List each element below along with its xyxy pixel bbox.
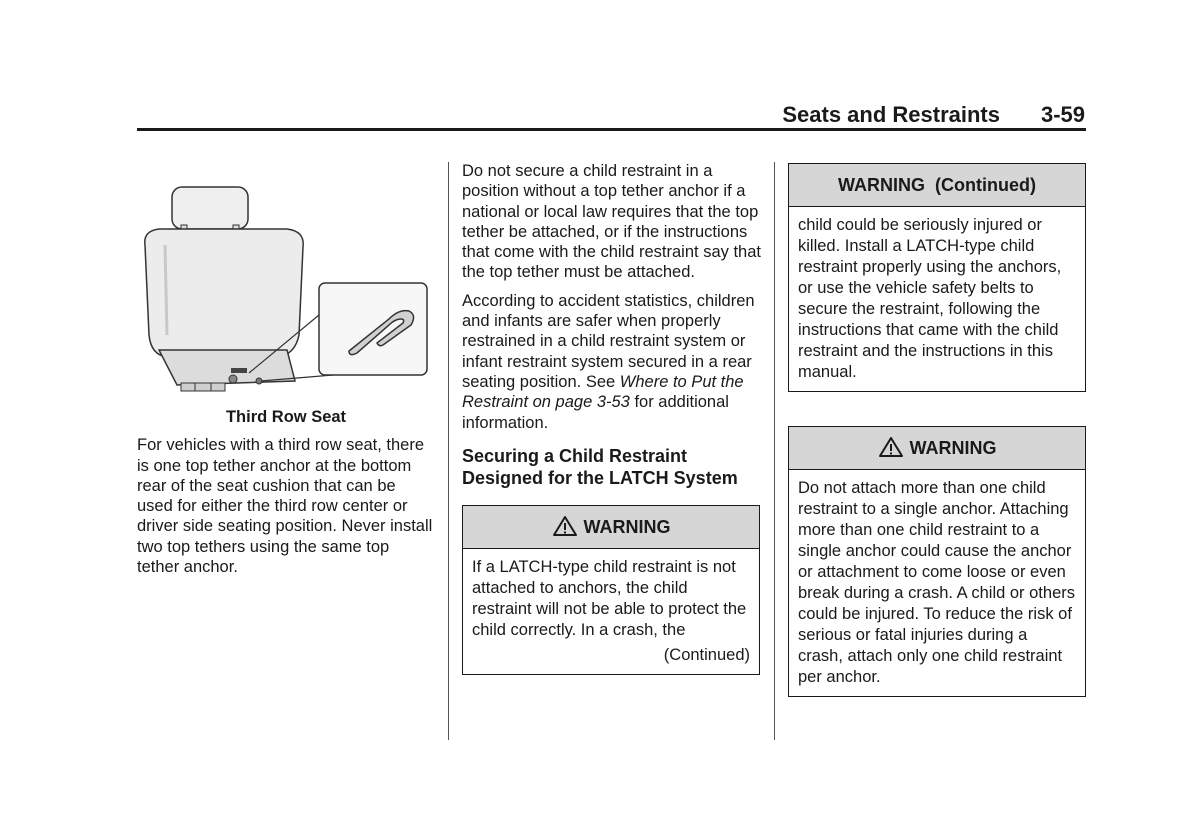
third-row-seat-illustration [137, 185, 437, 395]
continued-label: (Continued) [663, 645, 750, 664]
header-rule [137, 128, 1086, 131]
warning-body [463, 549, 759, 674]
warning-2-body: Do not attach more than one child restraint to a single anchor. Attaching more than one child restraint to a single anchor could cause the anchor or attachment to come loose or even break during a crash. A child or others could be injured. To reduce the risk of serious or fatal injuries during a crash, attach only one child restraint per anchor. [798, 479, 1075, 686]
cross-reference-link[interactable]: Where to Put the Restraint on page 3-53 [462, 372, 744, 412]
body-paragraph-2-start: According to accident statistics, children and infants are safer when properly restrained in a child restraint system or infant restraint system secured in a rear seating position. See [462, 291, 755, 391]
warning-header [463, 506, 759, 549]
warning-triangle-icon [878, 436, 904, 458]
warning-continued-header: WARNING (Continued) [789, 164, 1085, 207]
warning-continued-body: child could be seriously injured or killed. Install a LATCH-type child restraint properly using the anchors, or use the vehicle safety belts to secure the restraint, following the instructions that came with the child restraint and the instructions in this manual. [798, 216, 1062, 381]
warning-box [462, 505, 760, 675]
column-2 [462, 161, 762, 675]
section-title: Seats and Restraints [782, 102, 1000, 127]
warning-2-title: WARNING [909, 438, 997, 458]
warning-text: If a LATCH-type child restraint is not attached to anchors, the child restraint will not be able to protect the child correctly. In a crash, the [472, 557, 747, 639]
body-paragraph-1: Do not secure a child restraint in a position without a top tether anchor if a national or local law requires that the top tether be attached, or if the instructions that come with the child restraint say that the top tether must be attached. [462, 162, 761, 282]
warning-continued-box [788, 163, 1086, 392]
body-paragraph-2 [462, 291, 762, 433]
warning-2-header [789, 427, 1085, 470]
section-subheading: Securing a Child Restraint Designed for the LATCH System [462, 445, 738, 488]
column-divider-left [448, 162, 449, 740]
warning-triangle-icon [552, 515, 578, 537]
third-row-paragraph: For vehicles with a third row seat, there is one top tether anchor at the bottom rear of the seat cushion that can be used for either the third row center or driver side seating position. Never install two top tethers using the same top tether anchor. [137, 436, 433, 577]
column-divider-right [774, 162, 775, 740]
page-number: 3-59 [1040, 102, 1085, 127]
figure-caption: Third Row Seat [225, 408, 347, 426]
column-1 [137, 165, 435, 585]
body-paragraph-2-end: for additional information. [462, 393, 729, 432]
warning-box-2 [788, 426, 1086, 697]
column-3 [788, 163, 1086, 697]
warning-title: WARNING [583, 516, 671, 537]
